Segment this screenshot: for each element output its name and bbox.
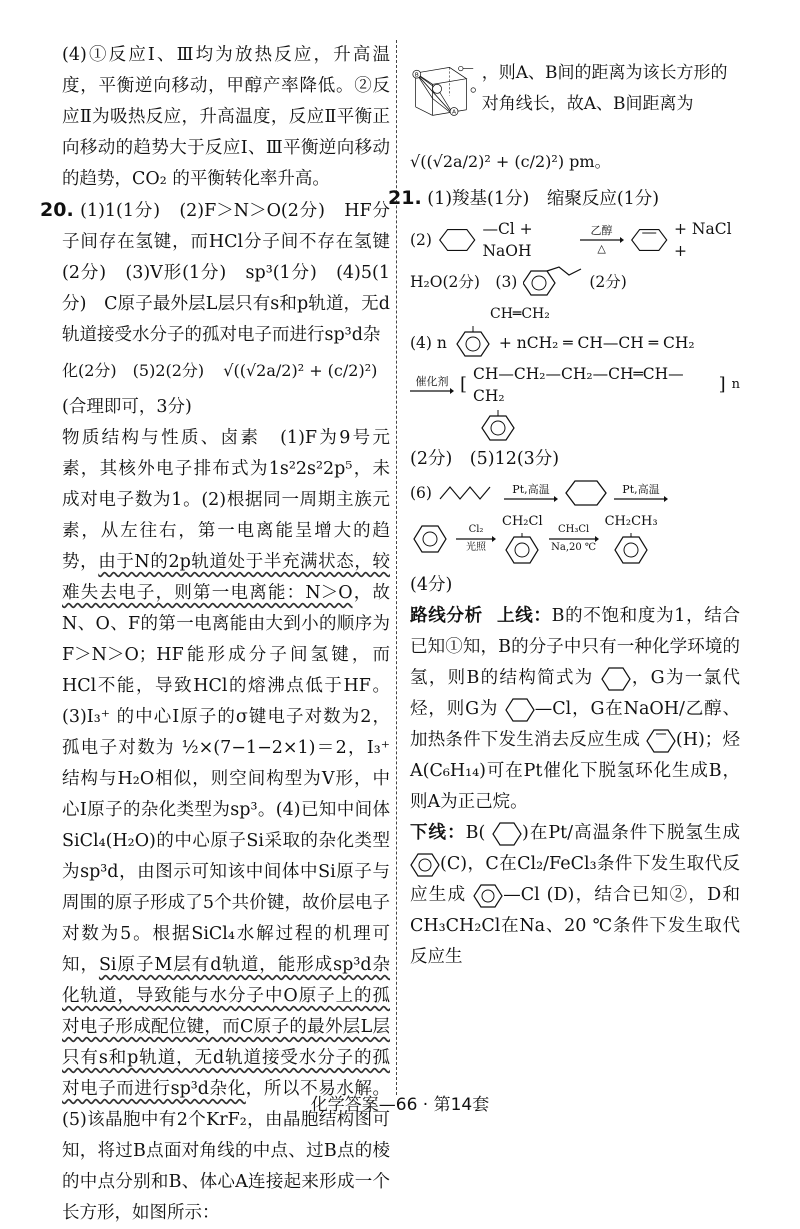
answer-21-3-score: (2分) xyxy=(589,273,627,291)
benzene-icon-2 xyxy=(410,852,440,878)
cond-6-3-bot: 光照 xyxy=(466,542,486,553)
answer-21-4-label: (4) n xyxy=(410,334,447,352)
benzyl-ring-icon xyxy=(502,533,542,567)
arrow-6-3 xyxy=(456,524,496,554)
answer-21-5: (2分) (5)12(3分) xyxy=(410,449,560,469)
analysis-20-wave1: 由于N的2p轨道处于半充满状态，较难失去电子，则第一电离能：N＞O xyxy=(62,552,390,603)
arrow-6-4 xyxy=(549,524,599,554)
answer-20-text: (1)1(1分) (2)F＞N＞O(2分) HF分子间存在氢键，而HCl分子间不存在氢键(2分) (3)V形(1分) sp³(1分) (4)5(1分) C原子最外层L层只有s和p轨道，无d轨道接受水分子的孤对电子而进行sp³d杂 xyxy=(62,201,390,345)
route-up-text2: ，G为一氯代烃，则G为 xyxy=(410,668,740,719)
cond-6-3-top: Cl₂ xyxy=(468,524,484,535)
bracket-right: ] xyxy=(718,374,726,395)
question-number-21: 21. xyxy=(388,187,422,209)
answer-20-note: (合理即可，3分) xyxy=(62,397,192,417)
hexagon-icon-3 xyxy=(492,821,522,847)
benzene-icon-3 xyxy=(473,883,503,909)
route-down-text: B( xyxy=(465,823,486,843)
answer-21-4-polymer-row xyxy=(410,363,740,407)
page-footer: 化学答案—66 · 第14套 xyxy=(310,1095,490,1115)
cond-6-4-bot: Na,20 ℃ xyxy=(551,542,597,553)
polymer-formula: CH—CH₂—CH₂—CH═CH—CH₂ xyxy=(473,365,684,405)
cond-6-2: Pt,高温 xyxy=(622,483,660,496)
answer-21-6-label: (6) xyxy=(410,484,432,502)
sub-6-1: CH₂Cl xyxy=(502,514,543,529)
route-down-text3: (C)，C在Cl₂/FeCl₃条件下发生取代反应生成 xyxy=(410,854,740,905)
arrow-cond-top: 乙醇 xyxy=(590,224,613,237)
sub-6-2: CH₂CH₃ xyxy=(604,514,658,529)
route-analysis-up xyxy=(410,601,740,818)
right-column xyxy=(388,40,741,973)
answer-21-6-row1 xyxy=(410,478,740,508)
answer-20 xyxy=(40,195,390,351)
hexagon-icon xyxy=(601,666,631,692)
catalyst-arrow xyxy=(410,376,454,394)
cond-6-4-top: CH₃Cl xyxy=(557,524,590,535)
cyclohexane-icon-2 xyxy=(564,478,608,508)
figure-caption-inline: ，则A、B间的距离为该长方形的对角线长，故A、B间距离为 xyxy=(481,63,728,114)
vinyl-label: CH═CH₂ xyxy=(490,306,550,322)
answer-21-2-label: (2) xyxy=(410,231,432,249)
answer-21-6-row2 xyxy=(410,511,740,567)
catalyst-label: 催化剂 xyxy=(415,375,449,388)
route-down-label: 下线： xyxy=(410,823,466,843)
analysis-20-wave2: Si原子M层有d轨道，能形成sp³d杂化轨道，导致能与水分子中O原子上的孤对电子形成配位键，而C原子的最外层L层只有s和p轨道，无d轨道接受水分子的孤对电子而进行sp³d杂化 xyxy=(62,955,391,1099)
arrow-icon-4 xyxy=(614,496,668,502)
answer-20-5-text: 化(2分) (5)2(2分) xyxy=(62,361,205,380)
allylbenzene-icon xyxy=(523,265,583,299)
arrow-6-1 xyxy=(504,484,558,502)
styrene-ring-icon xyxy=(453,326,493,360)
answer-21-3 xyxy=(410,265,740,299)
cond-6-1: Pt,高温 xyxy=(512,483,550,496)
crystal-figure-row xyxy=(410,40,740,140)
route-up-text: B的不饱和度为1，结合已知①知，B的分子中只有一种化学环境的氢，则B的结构简式为 xyxy=(410,606,741,688)
cyclohexene-icon xyxy=(630,225,668,255)
arrow-icon-3 xyxy=(504,496,558,502)
route-up-label: 上线： xyxy=(497,606,552,626)
route-analysis-down xyxy=(410,818,740,973)
arrow-6-2 xyxy=(614,484,668,502)
propyl-ring-icon xyxy=(611,533,651,567)
answer-19-4: (4)①反应Ⅰ、Ⅲ均为放热反应，升高温度，平衡逆向移动，甲醇产率降低。②反应Ⅱ为吸热反应，升高温度，反应Ⅱ平衡正向移动的趋势大于反应Ⅰ、Ⅲ平衡逆向移动的趋势，CO₂ 的平衡转化率升高。 xyxy=(62,45,390,189)
polymer-n: n xyxy=(731,377,740,392)
point-a-label: A xyxy=(452,109,456,116)
answer-21-1 xyxy=(388,183,740,215)
analysis-20-b: ，故N、O、F的第一电离能由大到小的顺序为F＞N＞O；HF能形成分子间氢键，而HCl不能，导致HCl的熔沸点低于HF。(3)I₃⁺ 的中心I原子的σ键电子对数为2，孤电子对数为 ½×(7−1−2×1)＝2，I₃⁺ 结构与H₂O相似，则空间构型为V形，中心I原子的杂化类型为sp³。(4)已知中间体SiCl₄(H₂O)的中心原子Si采取的杂化类型为sp³d，由图示可知该中间体中Si原子与周围的原子形成了5个共价键，故价层电子对数为5。根据SiCl₄水解过程的机理可知， xyxy=(62,583,390,975)
reaction-arrow xyxy=(580,225,624,255)
crystal-cell-figure xyxy=(410,40,478,140)
answer-21-2 xyxy=(410,218,740,262)
cyclohexene-icon-2 xyxy=(646,728,676,754)
question-number-20: 20. xyxy=(40,199,74,221)
hexagon-icon-2 xyxy=(505,697,535,723)
answer-20-5 xyxy=(62,355,390,386)
propylbenzene xyxy=(605,511,658,567)
answer-21-4-row xyxy=(410,326,740,360)
distance-formula-right: √((√2a/2)² + (c/2)²) pm。 xyxy=(410,152,611,171)
answer-21-1-text: (1)羧基(1分) 缩聚反应(1分) xyxy=(427,189,660,209)
answer-21-2-product: + NaCl + xyxy=(674,220,732,260)
point-b-label: B xyxy=(414,72,419,79)
analysis-20-c: ，所以不易水解。(5)该晶胞中有2个KrF₂，由晶胞结构图可知，将过B点面对角线的中点、过B点的棱的中点分别和B、体心A连接起来形成一个长方形，如图所示： xyxy=(62,1079,390,1223)
route-down-text2: )在Pt/高温条件下脱氢生成 xyxy=(521,823,740,843)
cyclohexane-icon xyxy=(438,225,476,255)
answer-21-3-label: H₂O(2分) (3) xyxy=(410,273,518,291)
analysis-20-a: 物质结构与性质、卤素 (1)F为9号元素，其核外电子排布式为1s²2s²2p⁵，未成对电子数为1。(2)根据同一周期主族元素，从左往右，第一电离能呈增大的趋势， xyxy=(62,428,390,572)
answer-21-6-score: (4分) xyxy=(410,575,453,595)
hexane-chain-icon xyxy=(438,483,498,503)
arrow-cond-bot: △ xyxy=(597,242,606,255)
route-up-text4: (H)；烃A(C₆H₁₄)可在Pt催化下脱氢环化生成B，则A为正己烷。 xyxy=(410,730,740,812)
bracket-left: [ xyxy=(460,374,468,395)
polymer-ring-icon xyxy=(478,410,518,444)
distance-formula-left: √((√2a/2)² + (c/2)²) xyxy=(223,361,378,380)
route-down-text4: —Cl (D)，结合已知②，D和CH₃CH₂Cl在Na、20 ℃条件下发生取代反应生 xyxy=(410,885,740,967)
route-title: 路线分析 xyxy=(410,606,483,626)
arrow-icon-2 xyxy=(410,388,454,394)
answer-21-4 xyxy=(410,305,740,444)
benzyl-chloride xyxy=(502,511,543,567)
benzene-icon xyxy=(410,522,450,556)
answer-21-2-reagent: —Cl + NaOH xyxy=(482,220,533,260)
route-up-text3: —Cl，G在NaOH/乙醇、加热条件下发生消去反应生成 xyxy=(410,699,740,750)
left-column xyxy=(40,40,391,1229)
answer-21-4-reagent: + nCH₂ ═ CH—CH ═ CH₂ xyxy=(498,334,695,352)
